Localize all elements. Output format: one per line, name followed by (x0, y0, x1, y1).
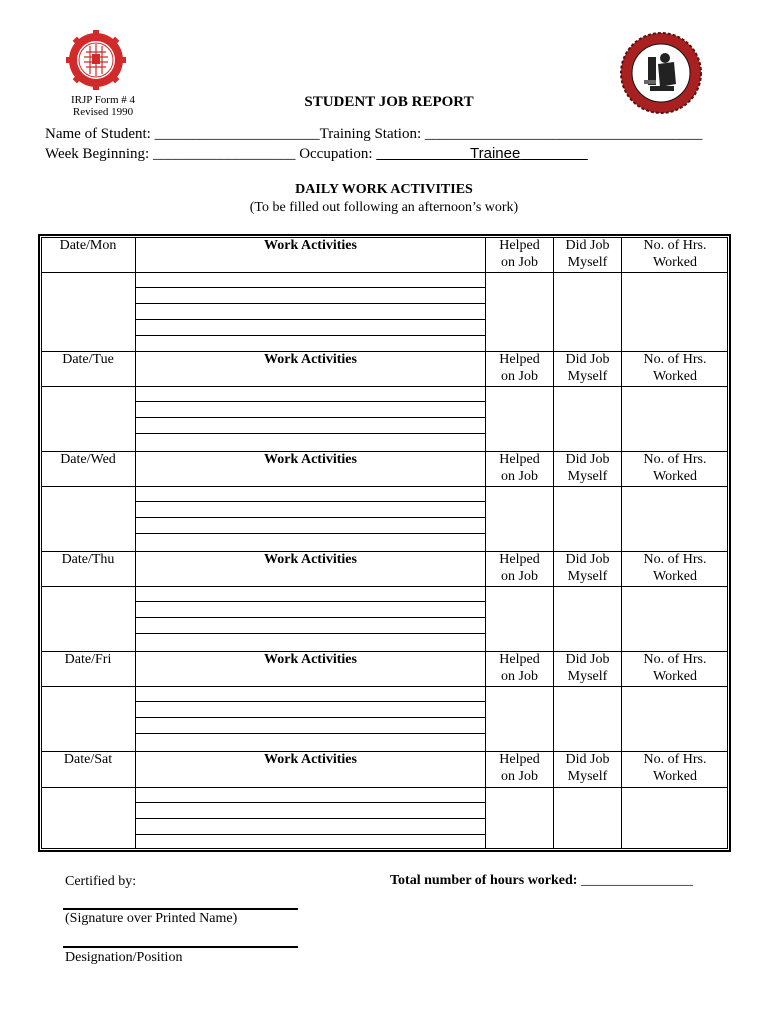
hours-header-line1: No. of Hrs. (643, 452, 707, 467)
activity-line (136, 701, 486, 702)
total-hours-field[interactable]: ________________ (580, 873, 693, 888)
work-activities-header: Work Activities (136, 451, 486, 486)
work-activities-header: Work Activities (136, 751, 486, 787)
revised-date: Revised 1990 (72, 106, 134, 118)
didjob-input-cell[interactable] (554, 787, 622, 849)
day-body-row (41, 787, 728, 849)
day-header-row (41, 651, 728, 687)
hours-header (622, 651, 728, 686)
occupation-field[interactable] (376, 146, 588, 162)
hours-header-line1: No. of Hrs. (643, 752, 707, 767)
day-block-fri (41, 651, 728, 751)
helped-header (486, 551, 554, 586)
hours-header-line1: No. of Hrs. (643, 352, 707, 367)
hours-input-cell[interactable] (622, 586, 728, 651)
activity-line (136, 433, 486, 434)
day-block-sat (41, 751, 728, 849)
didjob-header-line1: Did Job (565, 452, 610, 467)
name-field[interactable]: ______________________ (154, 126, 320, 142)
day-header-row (41, 551, 728, 587)
hours-header-line1: No. of Hrs. (643, 238, 707, 253)
day-body-row (41, 486, 728, 551)
certified-by-label: Certified by: (65, 874, 137, 889)
activities-input-cell[interactable] (136, 787, 486, 849)
helped-input-cell[interactable] (486, 386, 554, 451)
helped-header (486, 651, 554, 686)
activity-line (136, 319, 486, 320)
day-header-row (41, 237, 728, 273)
date-input-cell[interactable] (41, 686, 136, 751)
activity-line (136, 401, 486, 402)
date-input-cell[interactable] (41, 586, 136, 651)
day-header-row (41, 751, 728, 788)
name-label: Name of Student: (45, 126, 151, 142)
hours-header-line2: Worked (653, 569, 697, 584)
hours-header-line2: Worked (653, 469, 697, 484)
helped-header-line2: on Job (501, 669, 538, 684)
week-label: Week Beginning: (45, 146, 150, 162)
total-hours-label: Total number of hours worked: (390, 873, 578, 888)
work-activities-header: Work Activities (136, 551, 486, 586)
didjob-header (554, 751, 622, 787)
hours-header (622, 351, 728, 386)
didjob-header (554, 451, 622, 486)
day-date-cell: Date/Tue (41, 351, 136, 386)
helped-input-cell[interactable] (486, 486, 554, 551)
signature-line[interactable] (63, 908, 298, 910)
helped-header-line2: on Job (501, 769, 538, 784)
helped-input-cell[interactable] (486, 586, 554, 651)
helped-input-cell[interactable] (486, 272, 554, 351)
activity-line (136, 802, 486, 803)
activity-line (136, 303, 486, 304)
section-title: DAILY WORK ACTIVITIES (295, 182, 473, 197)
day-body-row (41, 586, 728, 651)
helped-header-line1: Helped (499, 452, 540, 467)
day-body-row (41, 272, 728, 351)
hours-header (622, 237, 728, 272)
day-block-mon (41, 237, 728, 351)
helped-header-line2: on Job (501, 569, 538, 584)
occupation-label: Occupation: (299, 146, 373, 162)
date-input-cell[interactable] (41, 386, 136, 451)
helped-header (486, 751, 554, 787)
designation-label: Designation/Position (65, 950, 183, 965)
activity-line (136, 417, 486, 418)
didjob-input-cell[interactable] (554, 486, 622, 551)
activity-line (136, 617, 486, 618)
day-date-cell: Date/Sat (41, 751, 136, 787)
helped-header-line2: on Job (501, 369, 538, 384)
designation-line[interactable] (63, 946, 298, 948)
didjob-header (554, 551, 622, 586)
day-block-thu (41, 551, 728, 651)
didjob-header-line2: Myself (567, 469, 608, 484)
activity-line (136, 501, 486, 502)
day-block-tue (41, 351, 728, 451)
student-info-row-1 (45, 126, 702, 143)
student-info-row-2 (45, 145, 588, 163)
day-date-cell: Date/Mon (41, 237, 136, 272)
day-date-cell: Date/Fri (41, 651, 136, 686)
helped-input-cell[interactable] (486, 787, 554, 849)
activity-line (136, 287, 486, 288)
helped-header-line1: Helped (499, 552, 540, 567)
hours-header (622, 551, 728, 586)
helped-header-line1: Helped (499, 752, 540, 767)
work-activities-header: Work Activities (136, 651, 486, 686)
helped-header-line1: Helped (499, 352, 540, 367)
hours-header (622, 751, 728, 787)
helped-header (486, 451, 554, 486)
helped-header (486, 237, 554, 272)
hours-header-line2: Worked (653, 369, 697, 384)
day-date-cell: Date/Thu (41, 551, 136, 586)
didjob-header-line2: Myself (567, 669, 608, 684)
day-block-wed (41, 451, 728, 551)
activity-line (136, 601, 486, 602)
didjob-header-line1: Did Job (565, 352, 610, 367)
activities-input-cell[interactable] (136, 586, 486, 651)
didjob-input-cell[interactable] (554, 586, 622, 651)
didjob-header-line2: Myself (567, 769, 608, 784)
didjob-header (554, 237, 622, 272)
week-field[interactable]: ___________________ (152, 146, 296, 162)
university-gear-logo (66, 30, 126, 90)
hours-header-line2: Worked (653, 255, 697, 270)
report-title: STUDENT JOB REPORT (304, 94, 474, 110)
signature-label: (Signature over Printed Name) (65, 911, 238, 926)
hours-input-cell[interactable] (622, 486, 728, 551)
total-hours (390, 873, 693, 889)
didjob-input-cell[interactable] (554, 386, 622, 451)
helped-header-line1: Helped (499, 652, 540, 667)
occupation-value: Trainee (470, 145, 521, 162)
helped-input-cell[interactable] (486, 686, 554, 751)
hours-input-cell[interactable] (622, 787, 728, 849)
hours-header-line2: Worked (653, 669, 697, 684)
date-input-cell[interactable] (41, 486, 136, 551)
didjob-input-cell[interactable] (554, 272, 622, 351)
helped-header (486, 351, 554, 386)
day-header-row (41, 351, 728, 387)
didjob-header-line1: Did Job (565, 652, 610, 667)
activities-input-cell[interactable] (136, 486, 486, 551)
activity-line (136, 717, 486, 718)
day-date-cell: Date/Wed (41, 451, 136, 486)
day-body-row (41, 386, 728, 451)
hours-header (622, 451, 728, 486)
didjob-input-cell[interactable] (554, 686, 622, 751)
day-header-row (41, 451, 728, 487)
station-field[interactable]: _____________________________________ (424, 126, 703, 142)
didjob-header-line1: Did Job (565, 238, 610, 253)
activity-line (136, 633, 486, 634)
didjob-header-line1: Did Job (565, 752, 610, 767)
hours-header-line1: No. of Hrs. (643, 652, 707, 667)
didjob-header (554, 351, 622, 386)
didjob-header-line1: Did Job (565, 552, 610, 567)
station-label: Training Station: (319, 126, 422, 142)
activities-input-cell[interactable] (136, 272, 486, 351)
work-activities-header: Work Activities (136, 351, 486, 386)
activity-line (136, 533, 486, 534)
hours-header-line2: Worked (653, 769, 697, 784)
helped-header-line2: on Job (501, 469, 538, 484)
didjob-header-line2: Myself (567, 569, 608, 584)
hours-input-cell[interactable] (622, 272, 728, 351)
activity-line (136, 517, 486, 518)
didjob-header-line2: Myself (567, 255, 608, 270)
activity-line (136, 818, 486, 819)
day-body-row (41, 686, 728, 751)
didjob-header-line2: Myself (567, 369, 608, 384)
work-activities-header: Work Activities (136, 237, 486, 272)
hours-input-cell[interactable] (622, 386, 728, 451)
section-subtitle: (To be filled out following an afternoon’s work) (249, 200, 519, 215)
activities-input-cell[interactable] (136, 686, 486, 751)
activity-line (136, 733, 486, 734)
activity-line (136, 335, 486, 336)
helped-header-line1: Helped (499, 238, 540, 253)
date-input-cell[interactable] (41, 272, 136, 351)
activities-input-cell[interactable] (136, 386, 486, 451)
date-input-cell[interactable] (41, 787, 136, 849)
helped-header-line2: on Job (501, 255, 538, 270)
hours-header-line1: No. of Hrs. (643, 552, 707, 567)
didjob-header (554, 651, 622, 686)
hours-input-cell[interactable] (622, 686, 728, 751)
form-number-text: IRJP Form # 4 (70, 94, 136, 106)
activity-line (136, 834, 486, 835)
